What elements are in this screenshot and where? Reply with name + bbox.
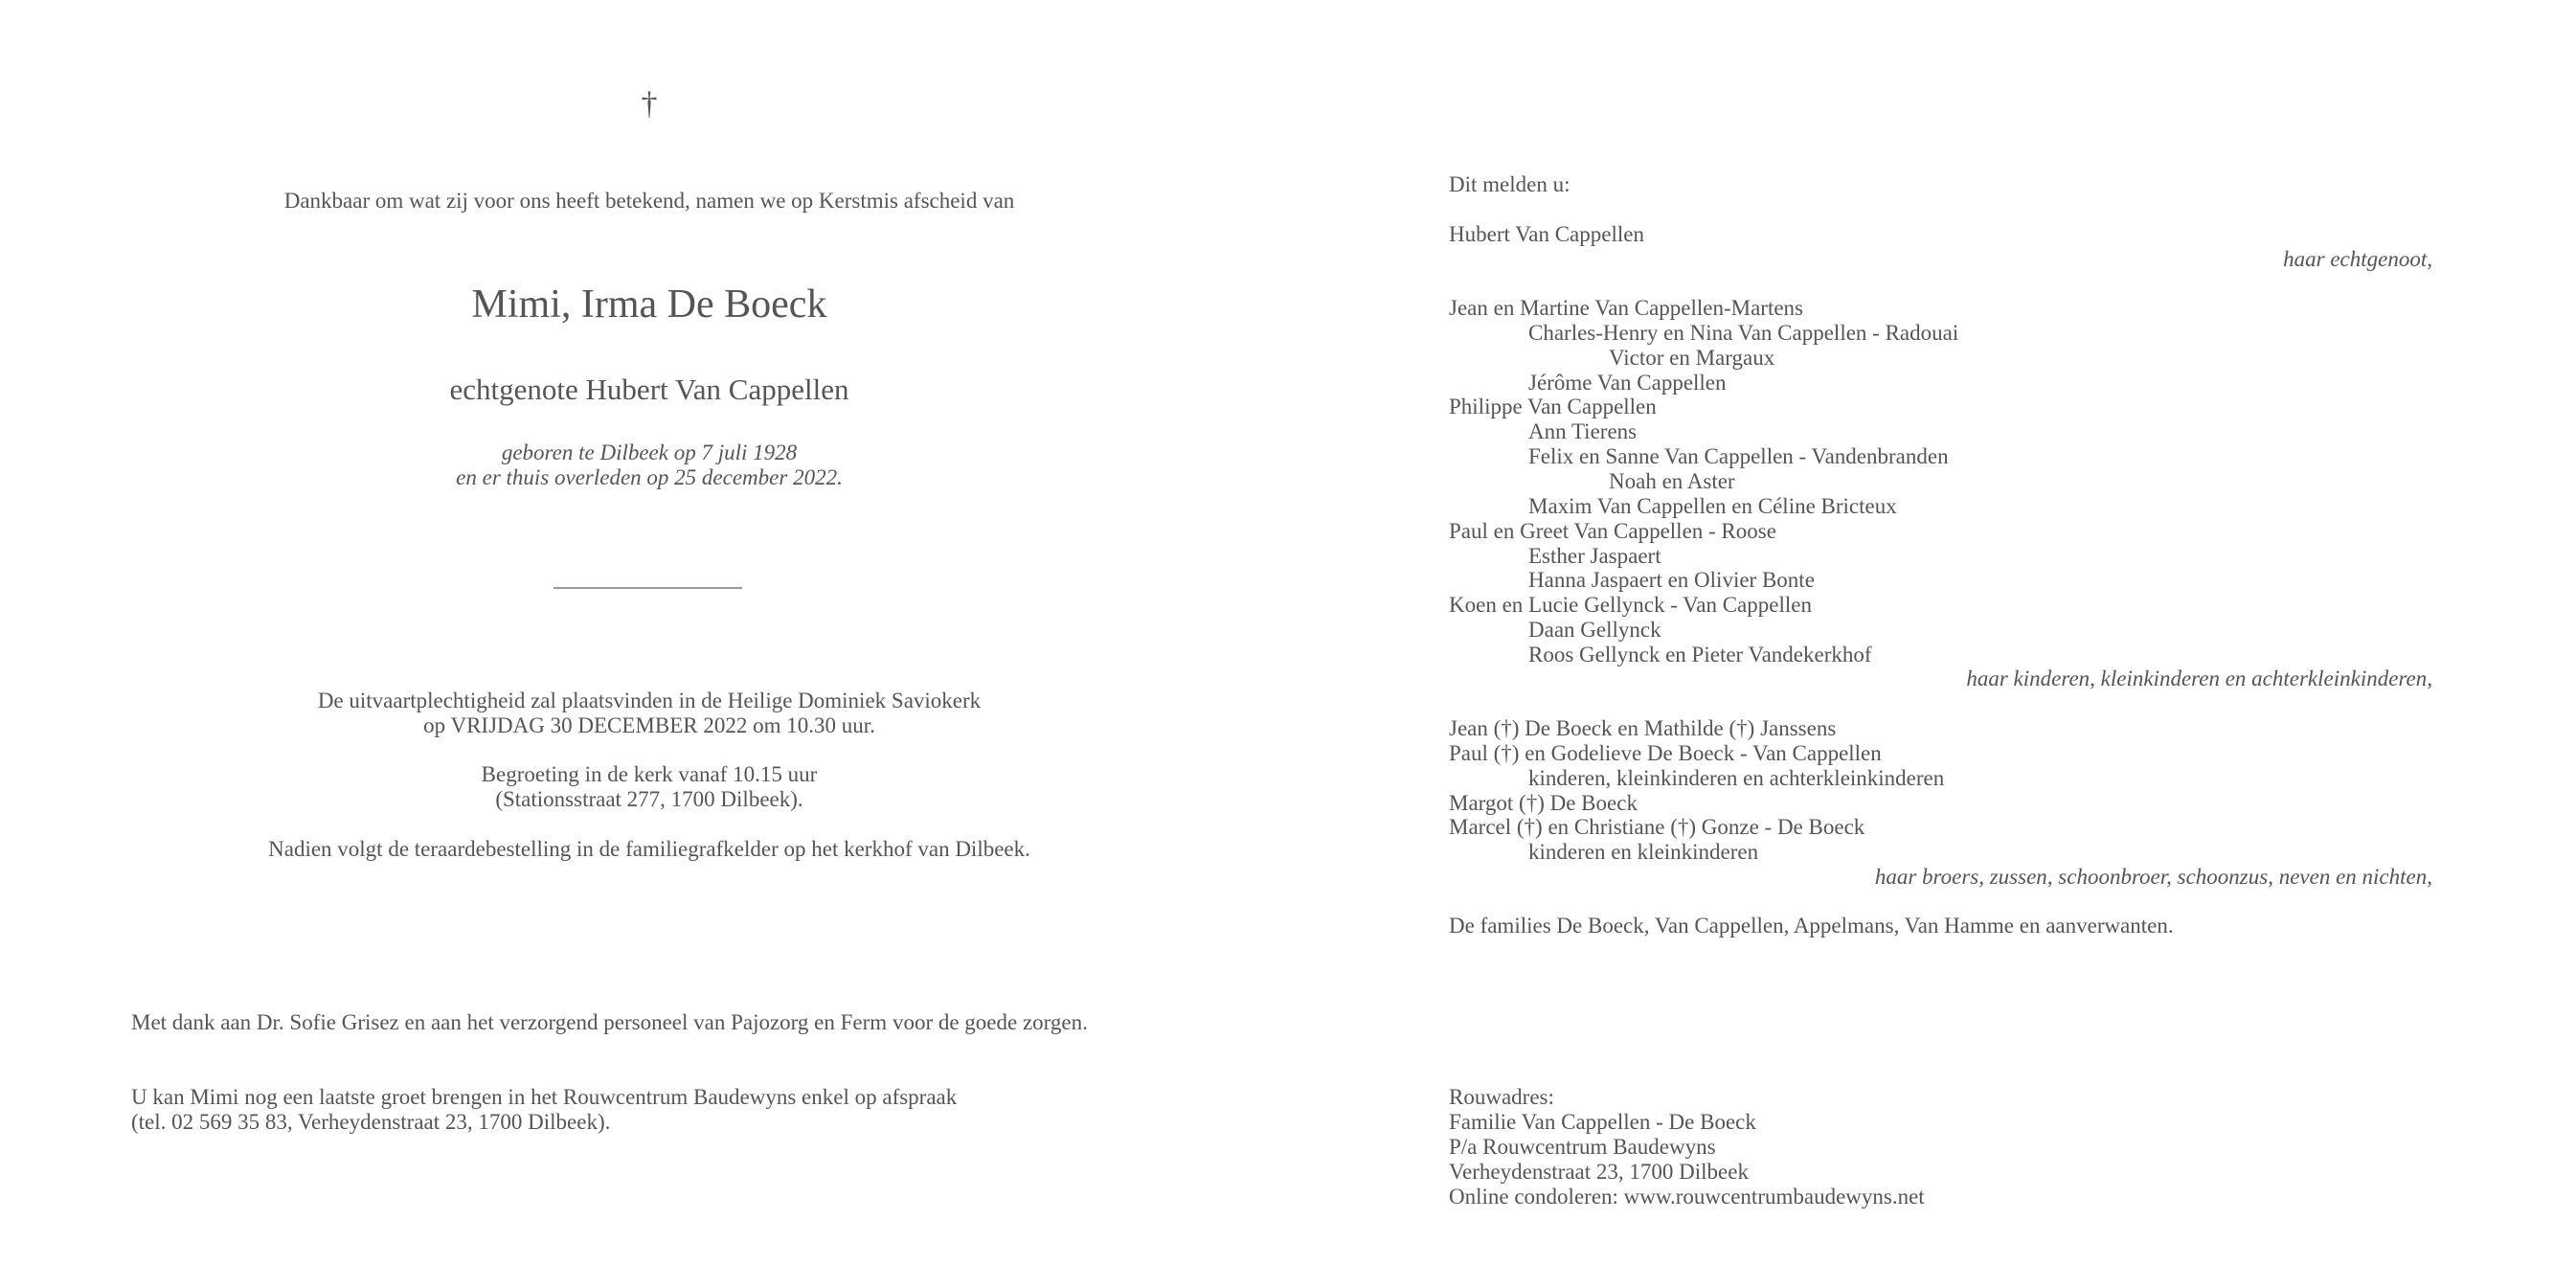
funeral-line-1: De uitvaartplechtigheid zal plaatsvinden in de Heilige Dominiek Saviokerk [317, 689, 982, 712]
families-line: De families De Boeck, Van Cappellen, Appelmans, Van Hamme en aanverwanten. [1449, 914, 2174, 938]
family-member-line: Ann Tierens [1528, 419, 1638, 444]
family-member-line: Hanna Jaspaert en Olivier Bonte [1528, 568, 1815, 593]
husband-name: Hubert Van Cappellen [1449, 222, 1644, 246]
family-member-line: Jean (†) De Boeck en Mathilde (†) Janssens [1449, 716, 1837, 740]
family-member-line: Esther Jaspaert [1528, 543, 1661, 568]
address-label: Rouwadres: [1449, 1085, 1554, 1109]
family-member-line: Paul en Greet Van Cappellen - Roose [1449, 518, 1776, 543]
announcement-heading: Dit melden u: [1449, 172, 1570, 196]
greeting-line-2: (Stationsstraat 277, 1700 Dilbeek). [495, 787, 803, 811]
spouse-line: echtgenote Hubert Van Cappellen [449, 373, 849, 406]
funeral-line-2: op VRIJDAG 30 DECEMBER 2022 om 10.30 uur. [423, 713, 875, 737]
separator-line [554, 587, 742, 589]
family-member-line: Koen en Lucie Gellynck - Van Cappellen [1449, 593, 1812, 618]
family-member-line: Jean en Martine Van Cappellen-Martens [1449, 296, 1804, 320]
family-member-line: Marcel (†) en Christiane (†) Gonze - De Boeck [1449, 815, 1865, 840]
family-member-line: kinderen en kleinkinderen [1528, 840, 1759, 865]
deceased-name: Mimi, Irma De Boeck [471, 282, 827, 327]
address-line-3: Verheydenstraat 23, 1700 Dilbeek [1449, 1160, 1749, 1184]
family-member-line: Charles-Henry en Nina Van Cappellen - Radouai [1528, 320, 1959, 345]
cross-icon: † [641, 86, 658, 122]
husband-role: haar echtgenoot, [2283, 247, 2432, 271]
children-role: haar kinderen, kleinkinderen en achterkleinkinderen, [1966, 667, 2432, 690]
visit-line-2: (tel. 02 569 35 83, Verheydenstraat 23, 1700 Dilbeek). [131, 1110, 611, 1134]
address-line-1: Familie Van Cappellen - De Boeck [1449, 1110, 1756, 1134]
family-member-line: Victor en Margaux [1609, 345, 1775, 370]
death-line: en er thuis overleden op 25 december 2022. [456, 465, 843, 489]
thanks-text: Met dank aan Dr. Sofie Grisez en aan het verzorgend personeel van Pajozorg en Ferm voor de goede zorgen. [131, 1010, 1088, 1034]
greeting-line-1: Begroeting in de kerk vanaf 10.15 uur [481, 762, 818, 786]
family-member-line: kinderen, kleinkinderen en achterkleinkinderen [1528, 765, 1945, 790]
burial-text: Nadien volgt de teraardebestelling in de familiegrafkelder op het kerkhof van Dilbeek. [268, 837, 1030, 861]
family-member-line: Paul (†) en Godelieve De Boeck - Van Cappellen [1449, 740, 1882, 765]
siblings-role: haar broers, zussen, schoonbroer, schoonzus, neven en nichten, [1874, 865, 2432, 889]
family-member-line: Jérôme Van Cappellen [1528, 370, 1727, 395]
birth-line: geboren te Dilbeek op 7 juli 1928 [501, 441, 798, 464]
family-member-line: Daan Gellynck [1528, 618, 1661, 643]
intro-text: Dankbaar om wat zij voor ons heeft betekend, namen we op Kerstmis afscheid van [283, 189, 1015, 213]
family-member-line: Noah en Aster [1609, 468, 1735, 493]
address-line-2: P/a Rouwcentrum Baudewyns [1449, 1135, 1716, 1159]
family-member-line: Margot (†) De Boeck [1449, 790, 1638, 815]
condolence-link-line[interactable]: Online condoleren: www.rouwcentrumbaudewyns.net [1449, 1185, 1925, 1209]
family-member-line: Maxim Van Cappellen en Céline Bricteux [1528, 493, 1897, 518]
family-member-line: Felix en Sanne Van Cappellen - Vandenbranden [1528, 444, 1949, 469]
family-member-line: Philippe Van Cappellen [1449, 395, 1657, 419]
visit-line-1: U kan Mimi nog een laatste groet brengen in het Rouwcentrum Baudewyns enkel op afspraak [131, 1085, 958, 1109]
family-member-line: Roos Gellynck en Pieter Vandekerkhof [1528, 642, 1872, 667]
